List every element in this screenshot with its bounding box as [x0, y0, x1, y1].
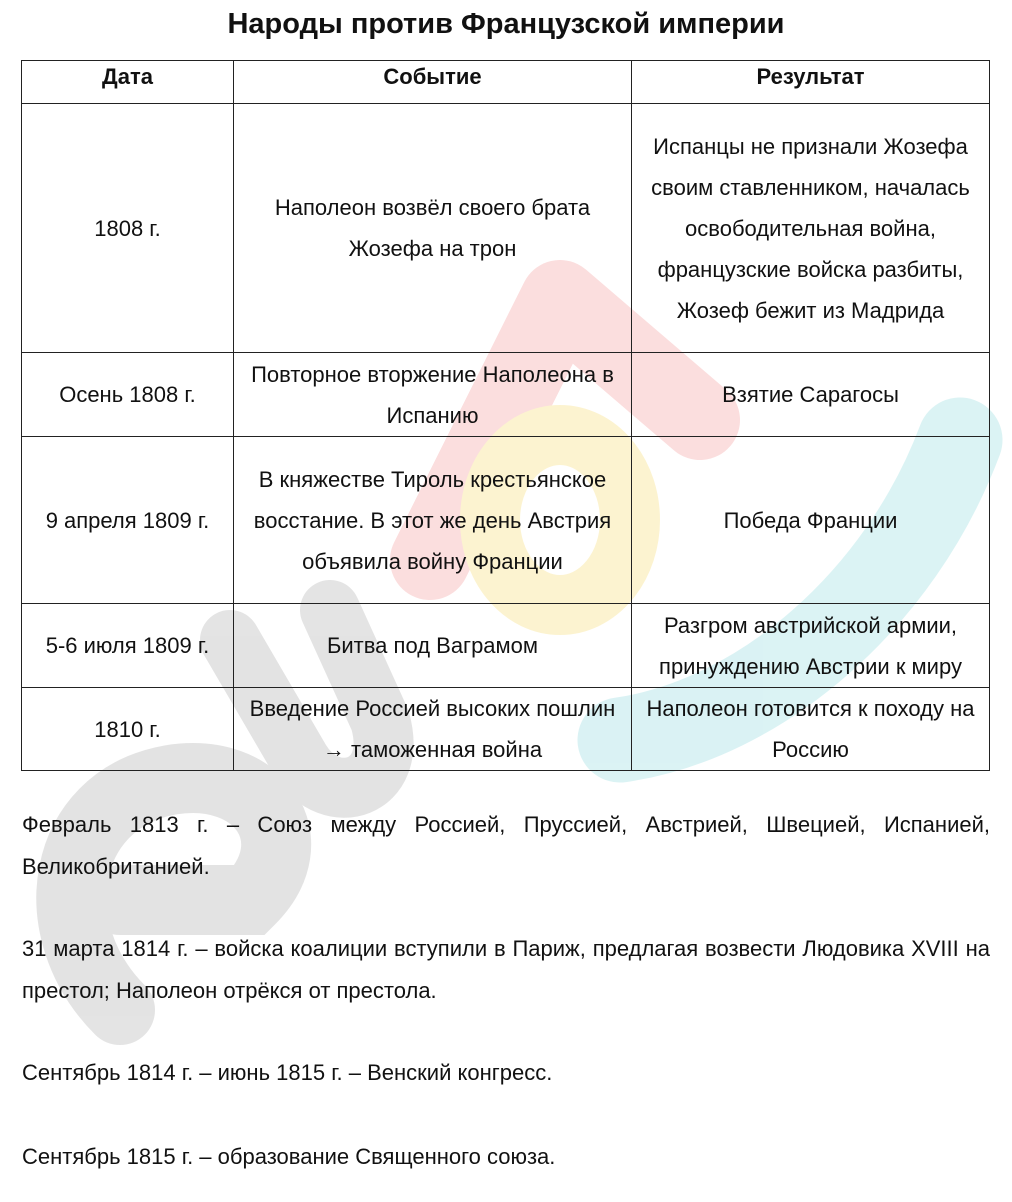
- table-row: [22, 688, 990, 771]
- cell-result: Испанцы не признали Жозефа своим ставленником, началась освободительная война, французские войска разбиты, Жозеф бежит из Мадрида: [632, 104, 990, 353]
- cell-event: Введение Россией высоких пошлин → таможенная война: [234, 688, 632, 771]
- table-header-row: [22, 61, 990, 104]
- cell-date: 1808 г.: [22, 104, 234, 353]
- table-row: [22, 437, 990, 604]
- events-table: [21, 60, 990, 771]
- header-event: Событие: [234, 61, 632, 104]
- cell-date: 9 апреля 1809 г.: [22, 437, 234, 604]
- cell-event: Повторное вторжение Наполеона в Испанию: [234, 353, 632, 437]
- cell-date: Осень 1808 г.: [22, 353, 234, 437]
- page-title: Народы против Французской империи: [227, 8, 785, 40]
- table-row: [22, 604, 990, 688]
- cell-date: 1810 г.: [22, 688, 234, 771]
- paragraph-coalition-1813: Февраль 1813 г. – Союз между Россией, Пруссией, Австрией, Швецией, Испанией, Великобританией.: [22, 812, 990, 879]
- table-row: [22, 104, 990, 353]
- cell-event: Наполеон возвёл своего брата Жозефа на трон: [234, 104, 632, 353]
- cell-date: 5-6 июля 1809 г.: [22, 604, 234, 688]
- cell-result: Разгром австрийской армии, принуждению Австрии к миру: [632, 604, 990, 688]
- cell-result: Победа Франции: [632, 437, 990, 604]
- cell-event: Битва под Ваграмом: [234, 604, 632, 688]
- paragraph-holy-alliance: Сентябрь 1815 г. – образование Священного союза.: [22, 1144, 556, 1169]
- table-row: [22, 353, 990, 437]
- header-result: Результат: [632, 61, 990, 104]
- cell-result: Наполеон готовится к походу на Россию: [632, 688, 990, 771]
- header-date: Дата: [22, 61, 234, 104]
- paragraph-paris-1814: 31 марта 1814 г. – войска коалиции вступили в Париж, предлагая возвести Людовика XVIII на престол; Наполеон отрёкся от престола.: [22, 936, 990, 1003]
- cell-event: В княжестве Тироль крестьянское восстание. В этот же день Австрия объявила войну Франции: [234, 437, 632, 604]
- paragraph-vienna-congress: Сентябрь 1814 г. – июнь 1815 г. – Венский конгресс.: [22, 1060, 553, 1085]
- cell-result: Взятие Сарагосы: [632, 353, 990, 437]
